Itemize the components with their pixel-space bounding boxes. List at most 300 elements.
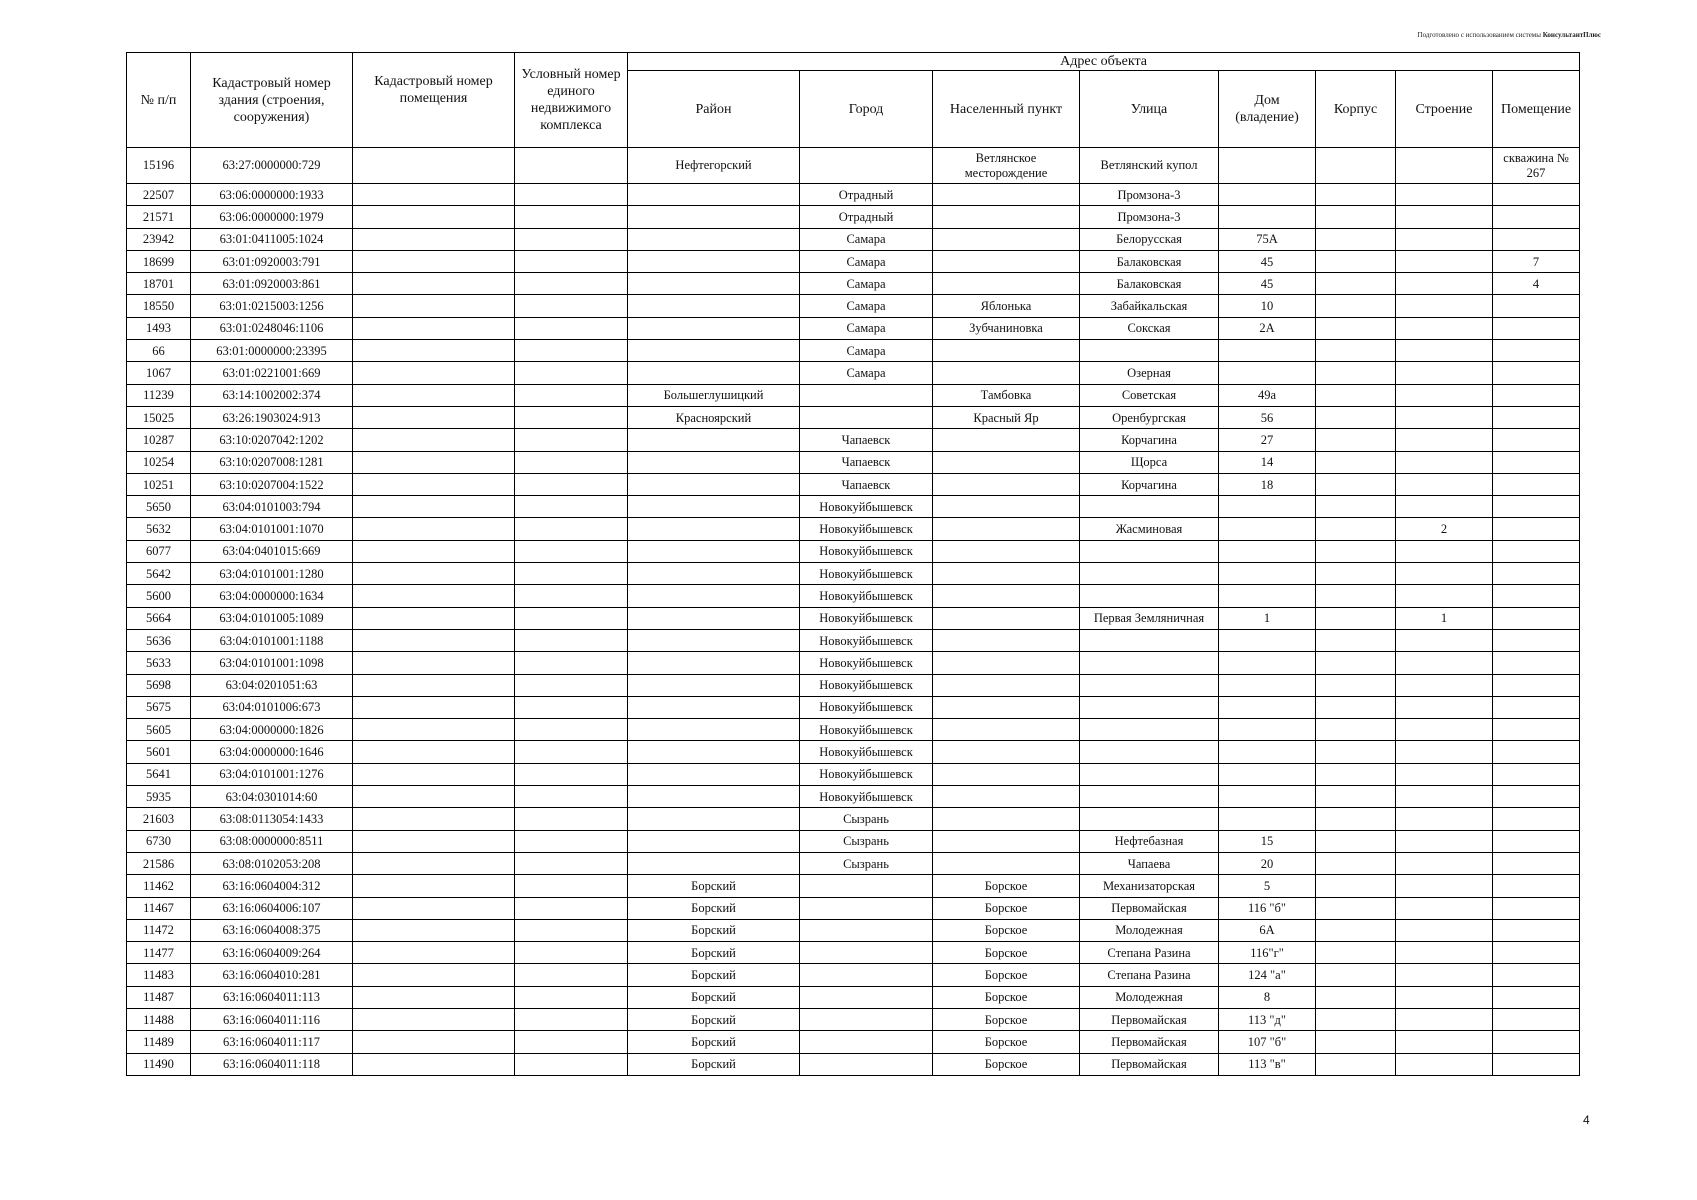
table-row bbox=[127, 786, 1580, 808]
cell-building-cadastral: 63:04:0401015:669 bbox=[191, 540, 353, 562]
cell-building-cadastral: 63:04:0101005:1089 bbox=[191, 607, 353, 629]
cell-building bbox=[1396, 897, 1493, 919]
cell-building-cadastral: 63:01:0000000:23395 bbox=[191, 340, 353, 362]
cell-building-cadastral: 63:04:0000000:1826 bbox=[191, 719, 353, 741]
cell-street: Первомайская bbox=[1080, 897, 1219, 919]
cell-num: 5935 bbox=[127, 786, 191, 808]
cell-block bbox=[1316, 384, 1396, 406]
cell-complex-number bbox=[515, 273, 628, 295]
cell-settlement bbox=[933, 451, 1080, 473]
cell-building bbox=[1396, 273, 1493, 295]
cell-settlement bbox=[933, 830, 1080, 852]
cell-street bbox=[1080, 786, 1219, 808]
cell-street bbox=[1080, 674, 1219, 696]
cell-city: Чапаевск bbox=[800, 473, 933, 495]
cell-district bbox=[628, 652, 800, 674]
cell-num: 6730 bbox=[127, 830, 191, 852]
cell-complex-number bbox=[515, 830, 628, 852]
cell-street: Белорусская bbox=[1080, 228, 1219, 250]
cell-city: Самара bbox=[800, 295, 933, 317]
cell-complex-number bbox=[515, 384, 628, 406]
cell-street: Корчагина bbox=[1080, 429, 1219, 451]
cell-room-cadastral bbox=[353, 473, 515, 495]
cell-building-cadastral: 63:04:0201051:63 bbox=[191, 674, 353, 696]
cell-building-cadastral: 63:08:0000000:8511 bbox=[191, 830, 353, 852]
cell-district bbox=[628, 741, 800, 763]
cell-num: 11472 bbox=[127, 919, 191, 941]
header-note-brand: КонсультантПлюс bbox=[1542, 31, 1601, 39]
cell-settlement: Борское bbox=[933, 986, 1080, 1008]
cell-room-cadastral bbox=[353, 741, 515, 763]
cell-street: Оренбургская bbox=[1080, 406, 1219, 428]
cell-room-cadastral bbox=[353, 362, 515, 384]
cell-street: Жасминовая bbox=[1080, 518, 1219, 540]
cell-building bbox=[1396, 652, 1493, 674]
cell-num: 5633 bbox=[127, 652, 191, 674]
cell-house bbox=[1219, 206, 1316, 228]
cell-street: Степана Разина bbox=[1080, 942, 1219, 964]
cell-district bbox=[628, 585, 800, 607]
cell-street: Первомайская bbox=[1080, 1053, 1219, 1075]
cell-num: 5601 bbox=[127, 741, 191, 763]
table-row bbox=[127, 808, 1580, 830]
cell-district bbox=[628, 719, 800, 741]
cell-building-cadastral: 63:04:0101006:673 bbox=[191, 696, 353, 718]
cell-house: 124 "а" bbox=[1219, 964, 1316, 986]
cell-city: Самара bbox=[800, 362, 933, 384]
cell-settlement bbox=[933, 629, 1080, 651]
cell-district bbox=[628, 206, 800, 228]
col-header-room: Помещение bbox=[1493, 71, 1580, 148]
cell-district: Нефтегорский bbox=[628, 148, 800, 184]
cell-room bbox=[1493, 741, 1580, 763]
cell-settlement: Ветлянское месторождение bbox=[933, 148, 1080, 184]
cell-room bbox=[1493, 696, 1580, 718]
cell-room bbox=[1493, 206, 1580, 228]
cell-room-cadastral bbox=[353, 607, 515, 629]
cell-city: Самара bbox=[800, 228, 933, 250]
cell-city bbox=[800, 919, 933, 941]
cell-room-cadastral bbox=[353, 1008, 515, 1030]
cell-building bbox=[1396, 148, 1493, 184]
cell-block bbox=[1316, 875, 1396, 897]
cell-city bbox=[800, 1031, 933, 1053]
cell-room bbox=[1493, 429, 1580, 451]
cell-room bbox=[1493, 228, 1580, 250]
cell-complex-number bbox=[515, 496, 628, 518]
cell-building-cadastral: 63:10:0207004:1522 bbox=[191, 473, 353, 495]
cell-settlement: Борское bbox=[933, 1031, 1080, 1053]
cell-street: Чапаева bbox=[1080, 852, 1219, 874]
cell-block bbox=[1316, 317, 1396, 339]
col-header-street: Улица bbox=[1080, 71, 1219, 148]
cell-num: 23942 bbox=[127, 228, 191, 250]
table-row bbox=[127, 986, 1580, 1008]
table-row bbox=[127, 652, 1580, 674]
cell-city: Новокуйбышевск bbox=[800, 540, 933, 562]
table-row bbox=[127, 563, 1580, 585]
cell-settlement bbox=[933, 228, 1080, 250]
cell-room-cadastral bbox=[353, 496, 515, 518]
cell-settlement: Борское bbox=[933, 875, 1080, 897]
cell-room: 7 bbox=[1493, 250, 1580, 272]
table-row bbox=[127, 384, 1580, 406]
cell-complex-number bbox=[515, 852, 628, 874]
cell-settlement: Борское bbox=[933, 919, 1080, 941]
cell-district bbox=[628, 674, 800, 696]
cell-block bbox=[1316, 1008, 1396, 1030]
cell-building bbox=[1396, 741, 1493, 763]
cell-room bbox=[1493, 897, 1580, 919]
registry-table bbox=[126, 52, 1580, 1076]
registry-table-container bbox=[126, 52, 1578, 1076]
cell-street: Сокская bbox=[1080, 317, 1219, 339]
cell-complex-number bbox=[515, 295, 628, 317]
cell-complex-number bbox=[515, 786, 628, 808]
cell-building-cadastral: 63:16:0604011:117 bbox=[191, 1031, 353, 1053]
cell-num: 10287 bbox=[127, 429, 191, 451]
cell-block bbox=[1316, 964, 1396, 986]
cell-street: Степана Разина bbox=[1080, 964, 1219, 986]
cell-room bbox=[1493, 362, 1580, 384]
cell-district bbox=[628, 473, 800, 495]
table-row bbox=[127, 1008, 1580, 1030]
cell-district bbox=[628, 184, 800, 206]
cell-num: 5642 bbox=[127, 563, 191, 585]
cell-settlement bbox=[933, 607, 1080, 629]
cell-room-cadastral bbox=[353, 563, 515, 585]
cell-num: 21603 bbox=[127, 808, 191, 830]
cell-num: 11467 bbox=[127, 897, 191, 919]
cell-settlement: Яблонька bbox=[933, 295, 1080, 317]
table-row bbox=[127, 206, 1580, 228]
cell-settlement bbox=[933, 763, 1080, 785]
cell-street: Первомайская bbox=[1080, 1008, 1219, 1030]
cell-district bbox=[628, 852, 800, 874]
cell-building-cadastral: 63:06:0000000:1933 bbox=[191, 184, 353, 206]
table-row bbox=[127, 919, 1580, 941]
cell-street: Балаковская bbox=[1080, 273, 1219, 295]
cell-room-cadastral bbox=[353, 148, 515, 184]
cell-building-cadastral: 63:08:0102053:208 bbox=[191, 852, 353, 874]
cell-num: 5600 bbox=[127, 585, 191, 607]
cell-building bbox=[1396, 986, 1493, 1008]
cell-room bbox=[1493, 184, 1580, 206]
cell-building bbox=[1396, 1053, 1493, 1075]
cell-complex-number bbox=[515, 228, 628, 250]
cell-house: 49а bbox=[1219, 384, 1316, 406]
cell-block bbox=[1316, 986, 1396, 1008]
cell-house: 10 bbox=[1219, 295, 1316, 317]
cell-block bbox=[1316, 362, 1396, 384]
cell-settlement bbox=[933, 250, 1080, 272]
cell-settlement: Борское bbox=[933, 942, 1080, 964]
cell-house: 6А bbox=[1219, 919, 1316, 941]
cell-room-cadastral bbox=[353, 406, 515, 428]
cell-settlement: Тамбовка bbox=[933, 384, 1080, 406]
cell-district bbox=[628, 273, 800, 295]
cell-block bbox=[1316, 518, 1396, 540]
cell-settlement: Борское bbox=[933, 1008, 1080, 1030]
cell-block bbox=[1316, 585, 1396, 607]
table-row bbox=[127, 696, 1580, 718]
cell-house bbox=[1219, 719, 1316, 741]
cell-num: 21571 bbox=[127, 206, 191, 228]
cell-house bbox=[1219, 563, 1316, 585]
cell-building bbox=[1396, 473, 1493, 495]
cell-complex-number bbox=[515, 250, 628, 272]
cell-num: 5636 bbox=[127, 629, 191, 651]
cell-block bbox=[1316, 696, 1396, 718]
cell-house: 116 "б" bbox=[1219, 897, 1316, 919]
table-row bbox=[127, 340, 1580, 362]
cell-city: Самара bbox=[800, 317, 933, 339]
cell-settlement bbox=[933, 585, 1080, 607]
cell-room bbox=[1493, 674, 1580, 696]
cell-num: 18701 bbox=[127, 273, 191, 295]
cell-city: Новокуйбышевск bbox=[800, 585, 933, 607]
cell-city bbox=[800, 964, 933, 986]
cell-house: 107 "б" bbox=[1219, 1031, 1316, 1053]
cell-building bbox=[1396, 340, 1493, 362]
cell-building bbox=[1396, 496, 1493, 518]
cell-building bbox=[1396, 942, 1493, 964]
cell-room bbox=[1493, 496, 1580, 518]
cell-street: Промзона-3 bbox=[1080, 184, 1219, 206]
table-row bbox=[127, 741, 1580, 763]
table-body bbox=[127, 148, 1580, 1076]
table-row bbox=[127, 148, 1580, 184]
cell-city bbox=[800, 384, 933, 406]
cell-room bbox=[1493, 808, 1580, 830]
cell-settlement bbox=[933, 496, 1080, 518]
col-header-city: Город bbox=[800, 71, 933, 148]
cell-street: Щорса bbox=[1080, 451, 1219, 473]
col-header-settlement: Населенный пункт bbox=[933, 71, 1080, 148]
cell-num: 18550 bbox=[127, 295, 191, 317]
cell-street bbox=[1080, 540, 1219, 562]
cell-building bbox=[1396, 808, 1493, 830]
cell-building-cadastral: 63:08:0113054:1433 bbox=[191, 808, 353, 830]
cell-complex-number bbox=[515, 674, 628, 696]
cell-building-cadastral: 63:04:0000000:1646 bbox=[191, 741, 353, 763]
cell-block bbox=[1316, 852, 1396, 874]
cell-complex-number bbox=[515, 763, 628, 785]
cell-house bbox=[1219, 340, 1316, 362]
cell-building-cadastral: 63:01:0920003:861 bbox=[191, 273, 353, 295]
cell-num: 5675 bbox=[127, 696, 191, 718]
cell-building-cadastral: 63:16:0604010:281 bbox=[191, 964, 353, 986]
cell-settlement bbox=[933, 184, 1080, 206]
cell-building bbox=[1396, 1008, 1493, 1030]
cell-street bbox=[1080, 340, 1219, 362]
cell-room-cadastral bbox=[353, 942, 515, 964]
cell-complex-number bbox=[515, 964, 628, 986]
cell-building-cadastral: 63:04:0101001:1070 bbox=[191, 518, 353, 540]
cell-city: Новокуйбышевск bbox=[800, 563, 933, 585]
cell-district bbox=[628, 763, 800, 785]
cell-house: 15 bbox=[1219, 830, 1316, 852]
cell-room-cadastral bbox=[353, 451, 515, 473]
cell-num: 11490 bbox=[127, 1053, 191, 1075]
cell-city bbox=[800, 986, 933, 1008]
cell-room-cadastral bbox=[353, 184, 515, 206]
cell-complex-number bbox=[515, 607, 628, 629]
cell-district bbox=[628, 228, 800, 250]
cell-building bbox=[1396, 563, 1493, 585]
cell-house: 27 bbox=[1219, 429, 1316, 451]
cell-district bbox=[628, 295, 800, 317]
cell-complex-number bbox=[515, 429, 628, 451]
cell-block bbox=[1316, 451, 1396, 473]
cell-num: 66 bbox=[127, 340, 191, 362]
cell-room-cadastral bbox=[353, 719, 515, 741]
cell-house: 45 bbox=[1219, 273, 1316, 295]
cell-room-cadastral bbox=[353, 852, 515, 874]
cell-district bbox=[628, 830, 800, 852]
table-row bbox=[127, 540, 1580, 562]
cell-city: Чапаевск bbox=[800, 429, 933, 451]
cell-settlement: Зубчаниновка bbox=[933, 317, 1080, 339]
cell-building bbox=[1396, 295, 1493, 317]
cell-district bbox=[628, 250, 800, 272]
table-row bbox=[127, 875, 1580, 897]
cell-room bbox=[1493, 473, 1580, 495]
cell-num: 5605 bbox=[127, 719, 191, 741]
cell-district: Борский bbox=[628, 1008, 800, 1030]
cell-building-cadastral: 63:10:0207008:1281 bbox=[191, 451, 353, 473]
cell-block bbox=[1316, 563, 1396, 585]
cell-room-cadastral bbox=[353, 1031, 515, 1053]
cell-block bbox=[1316, 340, 1396, 362]
cell-block bbox=[1316, 763, 1396, 785]
cell-house: 113 "в" bbox=[1219, 1053, 1316, 1075]
cell-room bbox=[1493, 964, 1580, 986]
cell-block bbox=[1316, 942, 1396, 964]
cell-building-cadastral: 63:10:0207042:1202 bbox=[191, 429, 353, 451]
table-row bbox=[127, 518, 1580, 540]
cell-complex-number bbox=[515, 719, 628, 741]
cell-block bbox=[1316, 719, 1396, 741]
cell-district bbox=[628, 563, 800, 585]
table-row bbox=[127, 719, 1580, 741]
cell-building-cadastral: 63:16:0604008:375 bbox=[191, 919, 353, 941]
cell-num: 5650 bbox=[127, 496, 191, 518]
cell-house: 14 bbox=[1219, 451, 1316, 473]
cell-room bbox=[1493, 763, 1580, 785]
cell-city bbox=[800, 1008, 933, 1030]
cell-room-cadastral bbox=[353, 986, 515, 1008]
cell-city: Новокуйбышевск bbox=[800, 741, 933, 763]
cell-room bbox=[1493, 986, 1580, 1008]
cell-district: Борский bbox=[628, 942, 800, 964]
cell-building-cadastral: 63:16:0604011:113 bbox=[191, 986, 353, 1008]
cell-settlement bbox=[933, 273, 1080, 295]
cell-street bbox=[1080, 696, 1219, 718]
cell-room-cadastral bbox=[353, 919, 515, 941]
cell-street bbox=[1080, 719, 1219, 741]
cell-num: 10251 bbox=[127, 473, 191, 495]
cell-building-cadastral: 63:16:0604009:264 bbox=[191, 942, 353, 964]
cell-house: 2А bbox=[1219, 317, 1316, 339]
cell-room-cadastral bbox=[353, 875, 515, 897]
table-row bbox=[127, 250, 1580, 272]
cell-room bbox=[1493, 786, 1580, 808]
table-row bbox=[127, 273, 1580, 295]
cell-city: Новокуйбышевск bbox=[800, 696, 933, 718]
cell-district: Борский bbox=[628, 964, 800, 986]
cell-building bbox=[1396, 696, 1493, 718]
cell-building-cadastral: 63:04:0101003:794 bbox=[191, 496, 353, 518]
cell-building bbox=[1396, 852, 1493, 874]
cell-room-cadastral bbox=[353, 830, 515, 852]
cell-settlement bbox=[933, 852, 1080, 874]
table-row bbox=[127, 451, 1580, 473]
cell-room-cadastral bbox=[353, 964, 515, 986]
cell-building-cadastral: 63:04:0301014:60 bbox=[191, 786, 353, 808]
cell-complex-number bbox=[515, 518, 628, 540]
cell-room bbox=[1493, 942, 1580, 964]
cell-building bbox=[1396, 875, 1493, 897]
cell-building-cadastral: 63:14:1002002:374 bbox=[191, 384, 353, 406]
table-row bbox=[127, 852, 1580, 874]
cell-room-cadastral bbox=[353, 897, 515, 919]
cell-house bbox=[1219, 763, 1316, 785]
cell-room bbox=[1493, 563, 1580, 585]
cell-building bbox=[1396, 919, 1493, 941]
header-note-prefix: Подготовлено с использованием системы bbox=[1417, 31, 1541, 39]
cell-settlement bbox=[933, 362, 1080, 384]
col-header-num: № п/п bbox=[127, 53, 191, 148]
cell-num: 15196 bbox=[127, 148, 191, 184]
cell-city: Новокуйбышевск bbox=[800, 763, 933, 785]
cell-building bbox=[1396, 451, 1493, 473]
cell-house bbox=[1219, 540, 1316, 562]
cell-block bbox=[1316, 808, 1396, 830]
cell-room bbox=[1493, 719, 1580, 741]
cell-num: 11487 bbox=[127, 986, 191, 1008]
cell-complex-number bbox=[515, 340, 628, 362]
cell-settlement bbox=[933, 674, 1080, 696]
cell-complex-number bbox=[515, 473, 628, 495]
cell-street bbox=[1080, 563, 1219, 585]
cell-room-cadastral bbox=[353, 1053, 515, 1075]
cell-complex-number bbox=[515, 652, 628, 674]
cell-building-cadastral: 63:16:0604006:107 bbox=[191, 897, 353, 919]
cell-complex-number bbox=[515, 919, 628, 941]
cell-room bbox=[1493, 451, 1580, 473]
table-row bbox=[127, 585, 1580, 607]
cell-num: 5641 bbox=[127, 763, 191, 785]
cell-complex-number bbox=[515, 406, 628, 428]
cell-complex-number bbox=[515, 585, 628, 607]
cell-num: 11483 bbox=[127, 964, 191, 986]
cell-room-cadastral bbox=[353, 206, 515, 228]
cell-room bbox=[1493, 384, 1580, 406]
cell-room-cadastral bbox=[353, 295, 515, 317]
header-note bbox=[1418, 31, 1601, 39]
cell-room-cadastral bbox=[353, 317, 515, 339]
cell-complex-number bbox=[515, 986, 628, 1008]
col-header-block: Корпус bbox=[1316, 71, 1396, 148]
cell-room-cadastral bbox=[353, 228, 515, 250]
cell-settlement: Борское bbox=[933, 964, 1080, 986]
cell-block bbox=[1316, 830, 1396, 852]
cell-room bbox=[1493, 518, 1580, 540]
cell-block bbox=[1316, 250, 1396, 272]
cell-room bbox=[1493, 852, 1580, 874]
cell-city bbox=[800, 148, 933, 184]
